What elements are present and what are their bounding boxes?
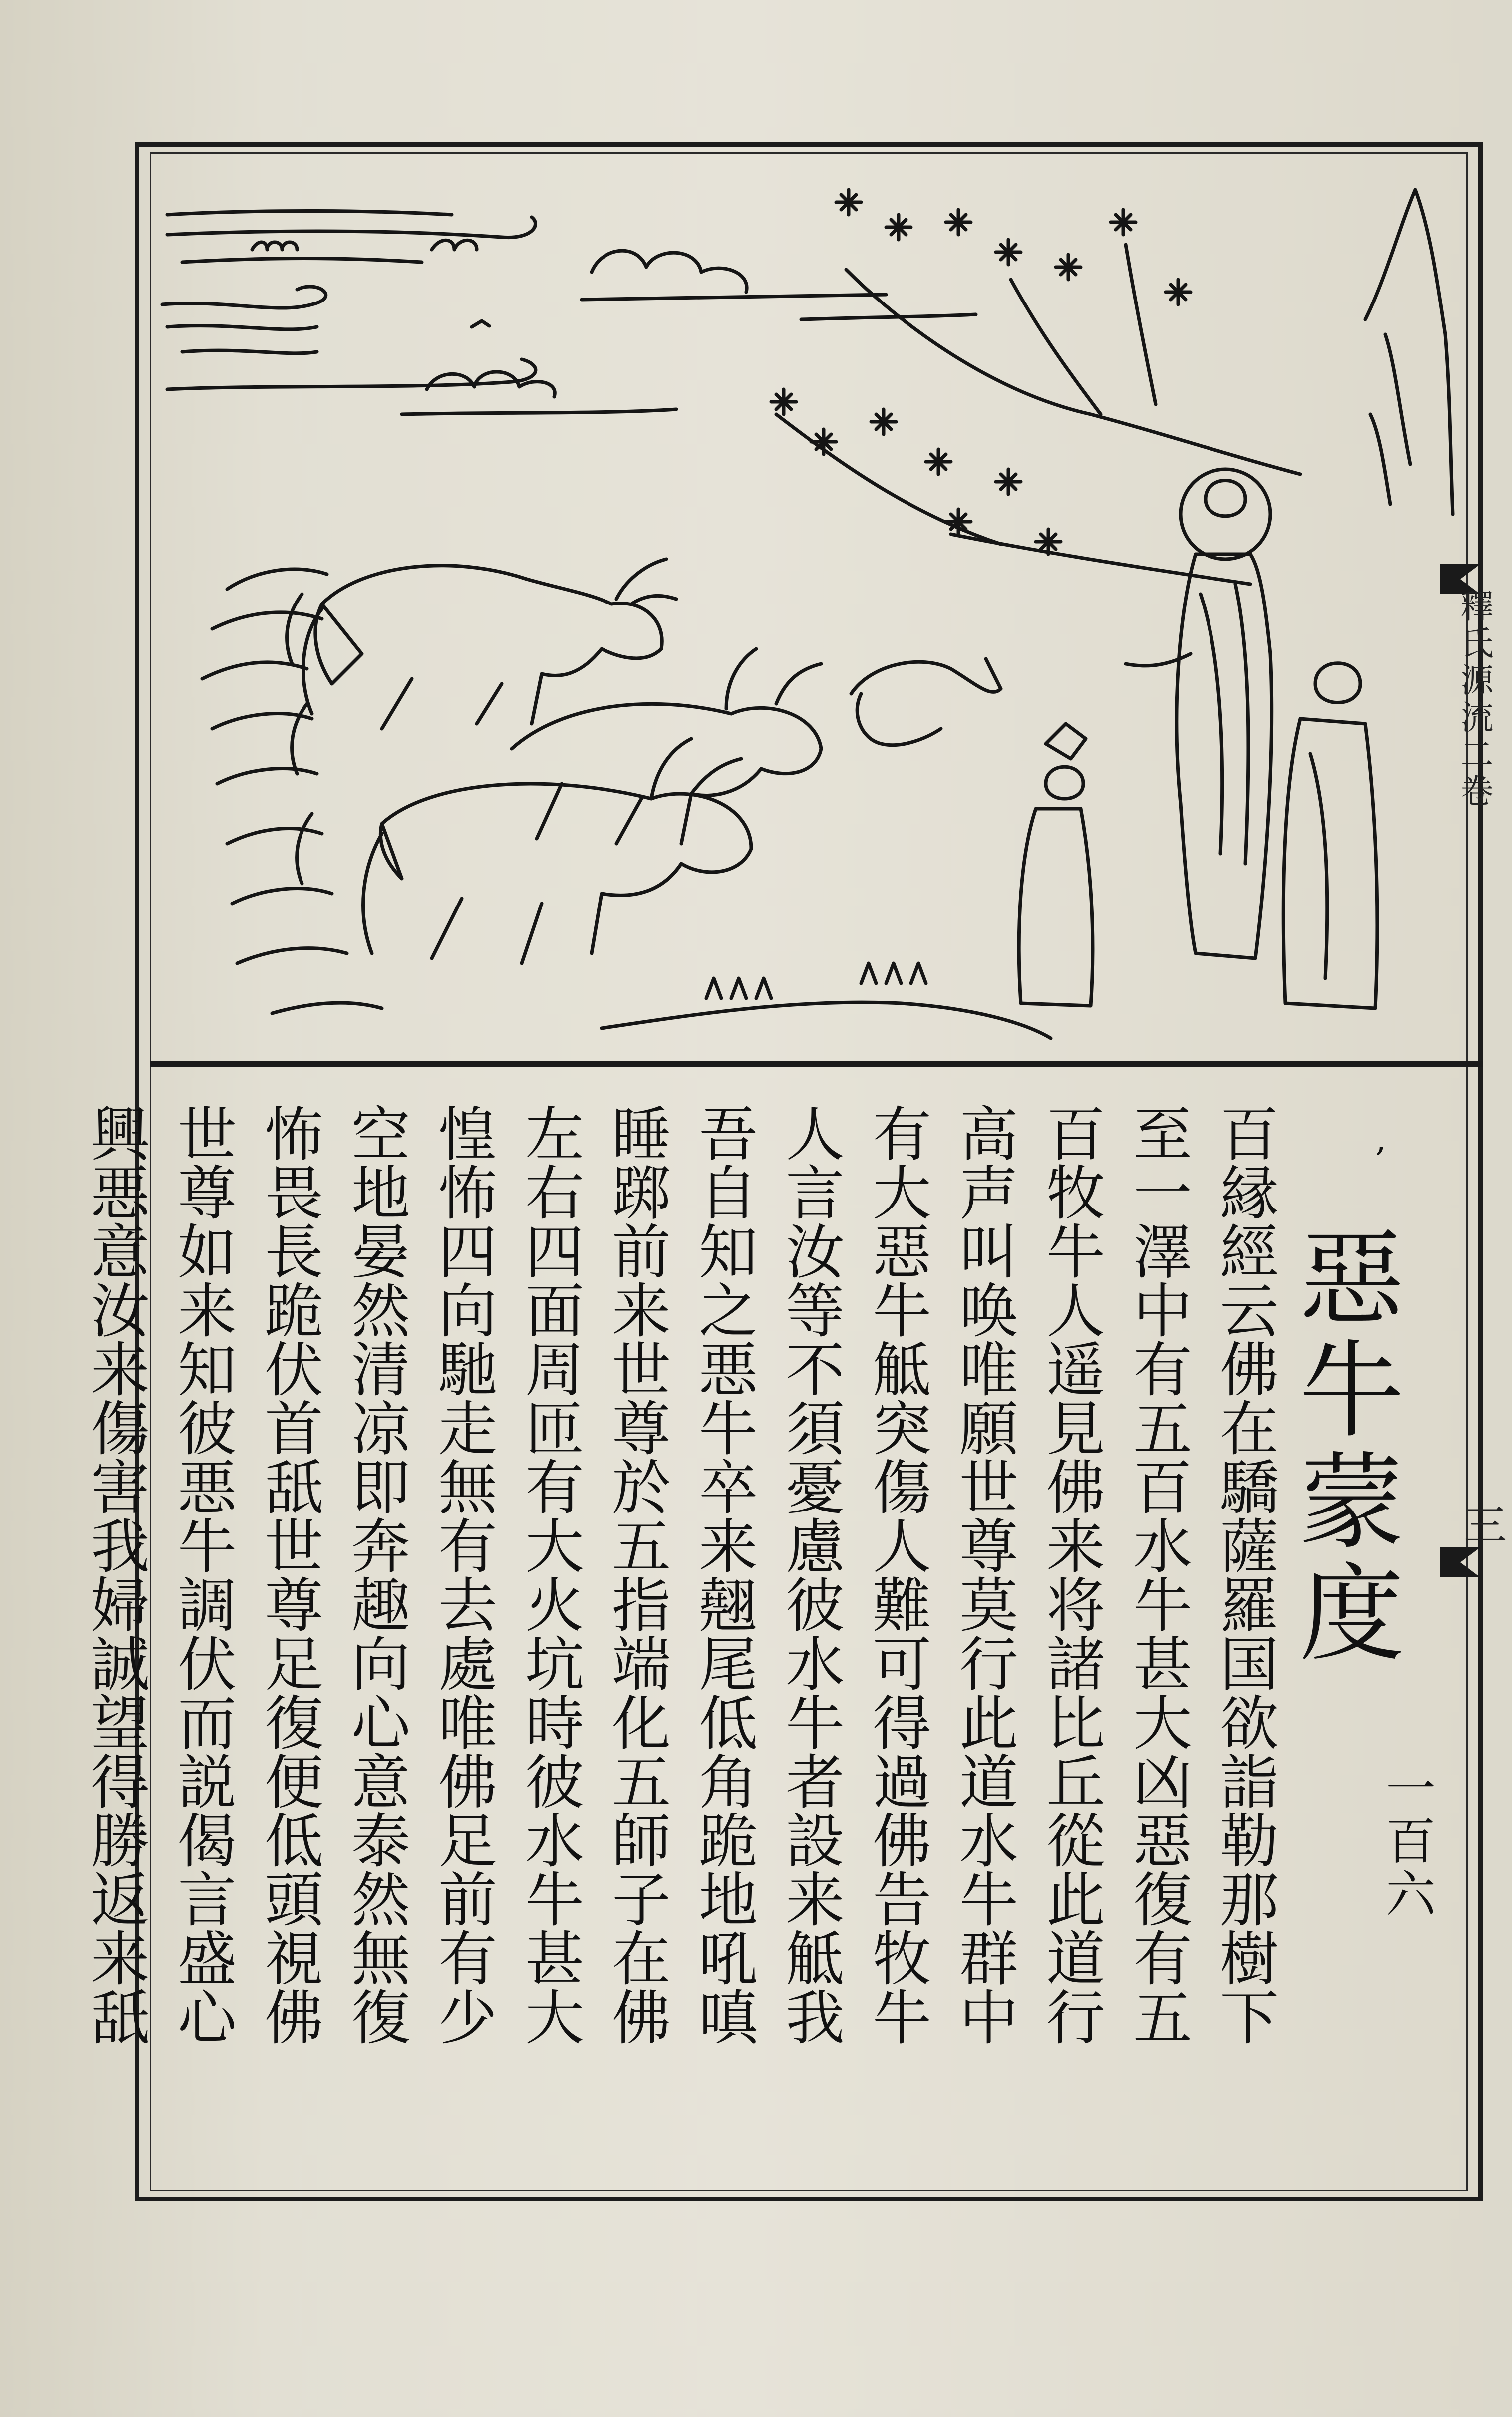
herdsman-head — [1046, 767, 1083, 799]
grass-tufts — [706, 963, 926, 998]
text-column: 世尊如来知彼悪牛調伏而説偈言盛心 — [168, 1103, 237, 2046]
cloud-line — [167, 359, 536, 389]
text-column: 興悪意汝来傷害我婦誠望得勝返来舐 — [81, 1103, 150, 2046]
story-number: 一百六 — [1377, 1762, 1436, 1921]
text-column: 至一澤中有五百水牛甚大凶惡復有五 — [1123, 1103, 1192, 2046]
buddha-halo — [1181, 469, 1270, 559]
cloud-scroll — [432, 240, 477, 250]
buddha-head — [1206, 481, 1245, 516]
cloud-line — [182, 259, 422, 263]
cloud-line — [801, 314, 976, 319]
text-block — [81, 1088, 1438, 2181]
cloud-line — [182, 350, 317, 353]
margin-label: 釋氏源流二卷 — [1455, 589, 1493, 811]
text-column: 百牧牛人遥見佛来将諸比丘從此道行 — [1036, 1103, 1105, 2046]
tree-branch — [1126, 245, 1156, 404]
tree-branch — [776, 414, 1001, 544]
bull — [380, 784, 751, 963]
text-column: 空地晏然清凉即奔趣向心意泰然無復 — [341, 1103, 410, 2046]
page-number: 三 — [1456, 1503, 1506, 1545]
punctuation-mark: , — [1375, 1118, 1387, 1159]
text-column: 百縁經云佛在驕薩羅国欲詣勒那樹下 — [1210, 1103, 1279, 2046]
buddha-arm — [1126, 654, 1191, 666]
bird — [472, 321, 489, 327]
cloud-mass — [592, 251, 747, 292]
mountain-hatching — [1370, 414, 1390, 504]
woodblock-illustration — [152, 155, 1468, 1061]
robe-fold — [1201, 594, 1222, 854]
herdsman-hat — [1046, 724, 1086, 759]
text-columns — [72, 1103, 1288, 2151]
tree-branch — [951, 534, 1250, 584]
bull-horns — [651, 739, 741, 799]
text-column: 怖畏長跪伏首舐世尊足復便低頭視佛 — [255, 1103, 323, 2046]
lion-figure — [851, 659, 1001, 745]
tree-branch — [846, 270, 1300, 474]
text-column: 睡踯前来世尊於五指端化五師子在佛 — [602, 1103, 671, 2046]
bull-horns — [726, 649, 821, 709]
text-column: 有大惡牛觝突傷人難可得過佛告牧牛 — [863, 1103, 931, 2046]
ground-line — [602, 1002, 1051, 1038]
text-column: 左右四面周匝有大火坑時彼水牛甚大 — [515, 1103, 584, 2046]
cloud-scroll — [252, 242, 297, 250]
robe-fold — [1310, 754, 1327, 978]
story-title: 惡牛蒙度 — [1282, 1223, 1404, 1670]
fish-tail-mark-bottom — [1440, 1547, 1480, 1577]
cloud-line — [162, 287, 326, 308]
bull-horns — [616, 559, 676, 604]
text-column: 人言汝等不須憂慮彼水牛者設来觝我 — [776, 1103, 845, 2046]
text-column: 吾自知之悪牛卒来翹尾低角跪地吼嗔 — [689, 1103, 758, 2046]
cloud-line — [167, 326, 317, 329]
bull — [512, 704, 821, 844]
monk-robe — [1283, 719, 1377, 1008]
text-column: 惶怖四向馳走無有去處唯佛足前有少 — [428, 1103, 497, 2046]
cloud-line — [402, 409, 676, 414]
frame-divider — [150, 1061, 1483, 1067]
robe-fold — [1235, 584, 1248, 864]
text-column: 高声叫唤唯願世尊莫行此道水牛群中 — [949, 1103, 1018, 2046]
cloud-line — [167, 211, 452, 215]
illustration-svg — [152, 155, 1468, 1061]
bull — [315, 566, 662, 729]
cloud-line — [167, 217, 536, 238]
monk-head — [1315, 663, 1360, 703]
buddha-robe — [1177, 554, 1272, 958]
herdsman-robe — [1019, 809, 1093, 1006]
flame-rocks — [202, 569, 382, 1013]
mountain-outline — [1365, 190, 1453, 514]
cloud-line — [582, 295, 886, 300]
bull-tail — [363, 834, 382, 953]
mountain-hatching — [1385, 334, 1410, 464]
